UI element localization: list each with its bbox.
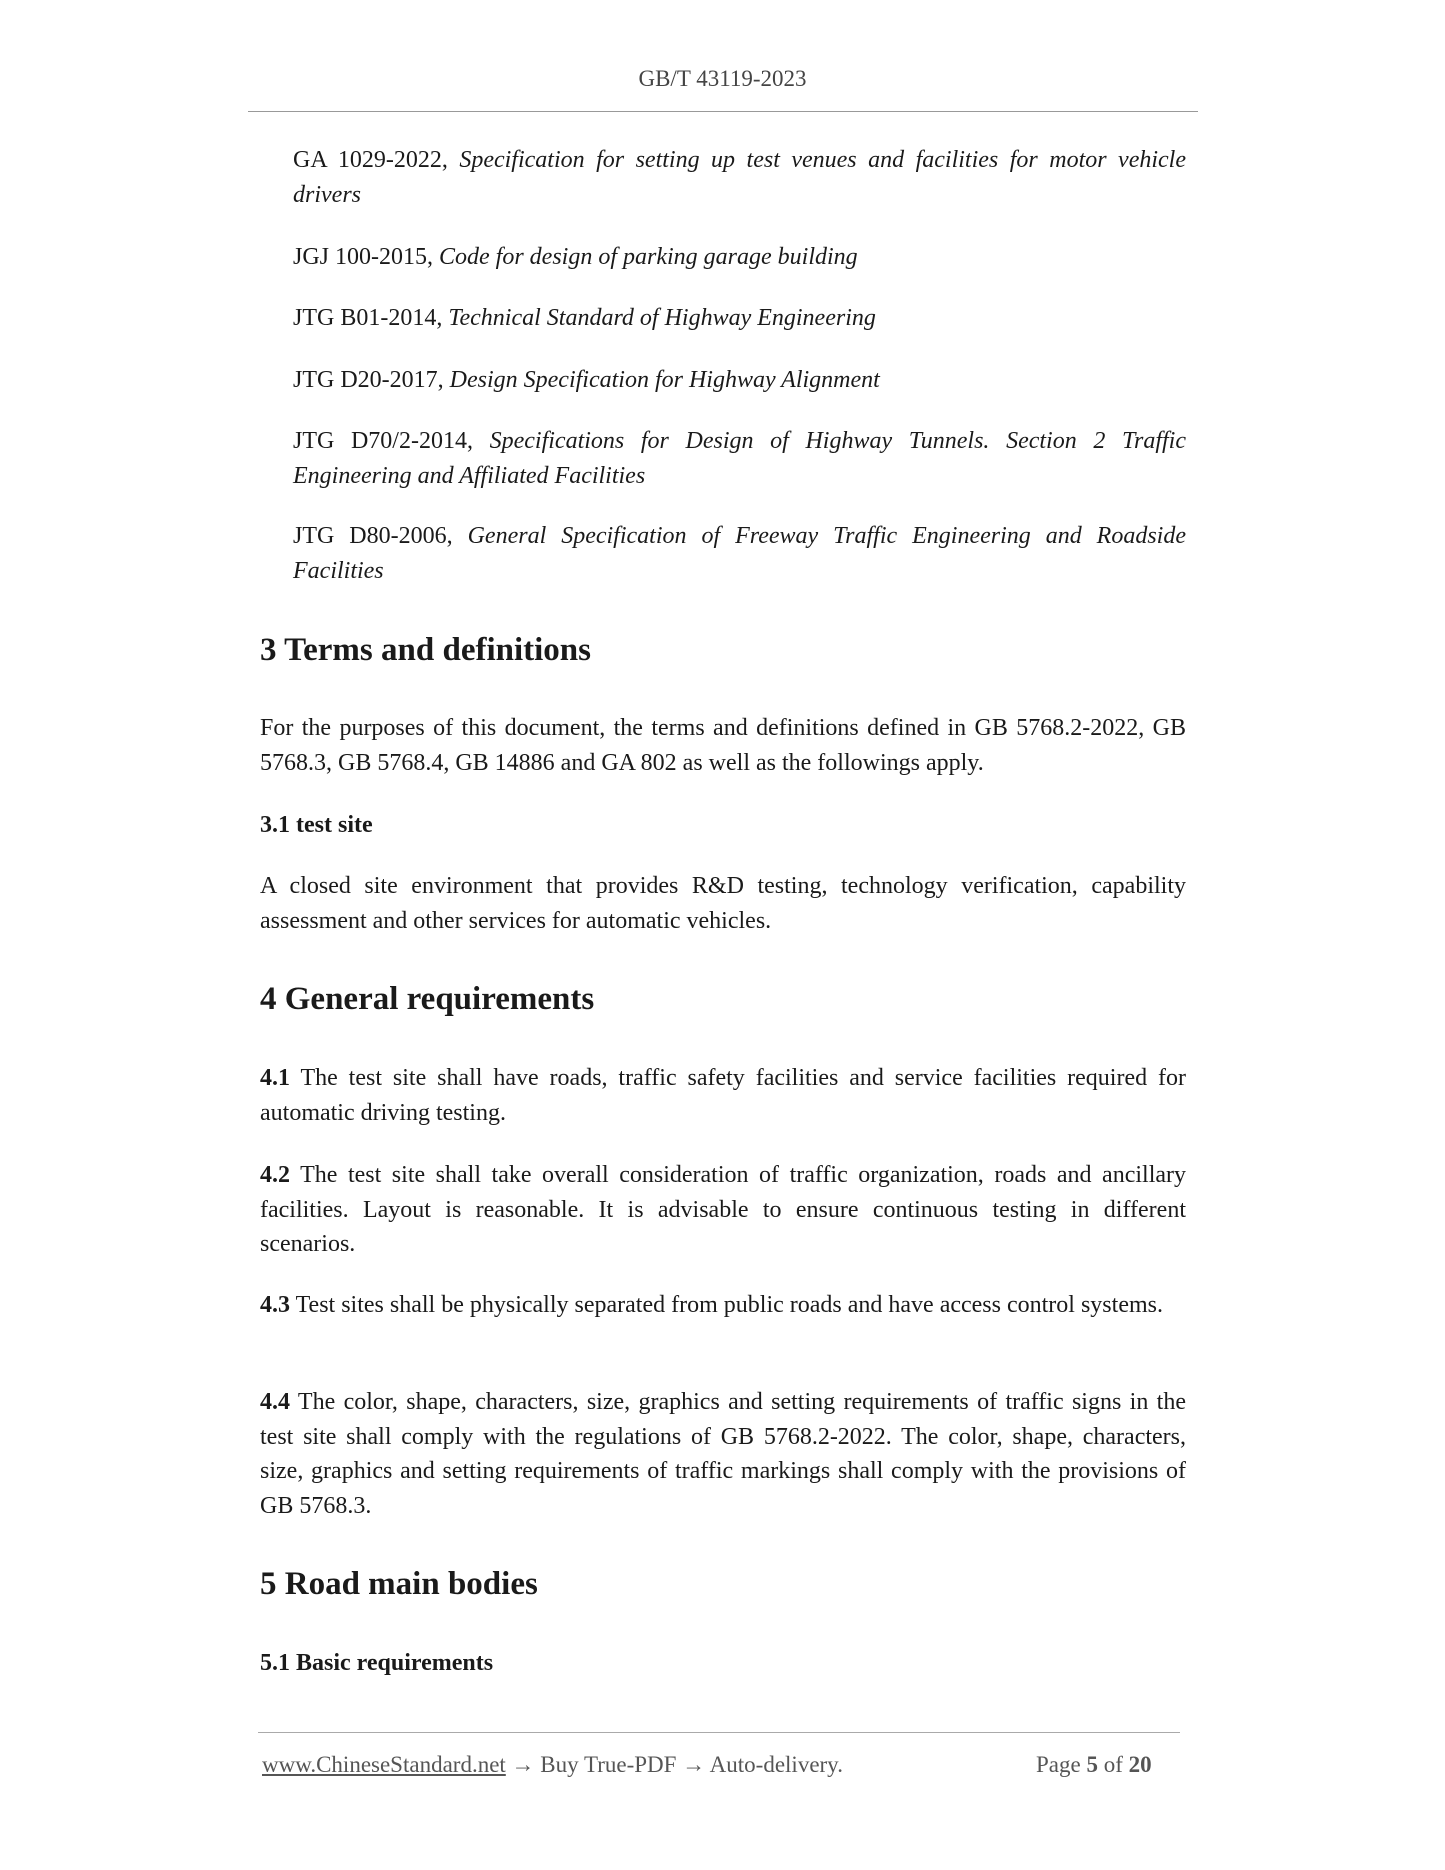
reference-code: JTG D80-2006,	[293, 523, 453, 549]
footer-text: → Buy True-PDF	[505, 1752, 683, 1777]
section-heading: 3 Terms and definitions	[260, 632, 591, 668]
reference-code: JTG D70/2-2014,	[293, 428, 473, 454]
reference-code: GA 1029-2022,	[293, 147, 448, 173]
page-indicator	[1036, 1750, 1152, 1780]
page-label: Page	[1036, 1752, 1087, 1777]
reference-title: Code for design of parking garage building	[439, 244, 858, 270]
reference-code: JGJ 100-2015,	[293, 244, 434, 270]
reference-item	[293, 240, 1186, 275]
clause	[260, 1288, 1186, 1323]
reference-title: General Specification of Freeway Traffic Engineering and Roadside Facilities	[293, 523, 1187, 584]
clause-number: 4.2	[260, 1162, 290, 1188]
of-label: of	[1097, 1752, 1129, 1777]
reference-code: JTG B01-2014,	[293, 305, 443, 331]
clause	[260, 1061, 1186, 1130]
reference-item	[293, 363, 1186, 398]
footer-promo	[262, 1750, 843, 1780]
clause-text: The test site shall have roads, traffic safety facilities and service facilities required for automatic driving testing.	[260, 1065, 1186, 1126]
reference-code: JTG D20-2017,	[293, 367, 444, 393]
page-number: 5	[1086, 1752, 1098, 1777]
clause	[260, 1158, 1186, 1262]
clause-number: 4.4	[260, 1389, 290, 1415]
reference-title: Technical Standard of Highway Engineering	[448, 305, 876, 331]
clause	[260, 1385, 1186, 1523]
reference-item	[293, 301, 1186, 336]
reference-title: Design Specification for Highway Alignment	[449, 367, 880, 393]
website-link[interactable]: www.ChineseStandard.net	[262, 1752, 506, 1777]
footer-text: → Auto-delivery.	[682, 1752, 843, 1777]
clause-number: 4.1	[260, 1065, 290, 1091]
clause-number: 4.3	[260, 1292, 290, 1318]
section-heading: 5 Road main bodies	[260, 1566, 538, 1602]
header-divider	[248, 111, 1198, 112]
subsection-heading: 5.1 Basic requirements	[260, 1650, 494, 1676]
section-intro: For the purposes of this document, the terms and definitions defined in GB 5768.2-2022, GB 5768.3, GB 5768.4, GB 14886 and GA 802 as well as the followings apply.	[260, 715, 1186, 776]
clause-text: Test sites shall be physically separated from public roads and have access control systems.	[290, 1292, 1163, 1318]
term-heading: 3.1 test site	[260, 812, 373, 838]
running-header: GB/T 43119-2023	[638, 66, 807, 91]
section-heading: 4 General requirements	[260, 981, 595, 1017]
clause-text: The test site shall take overall consideration of traffic organization, roads and ancillary facilities. Layout is reasonable. It is advisable to ensure continuous testing in different scenarios.	[260, 1162, 1186, 1257]
term-definition: A closed site environment that provides R&D testing, technology verification, capability assessment and other services for automatic vehicles.	[260, 873, 1186, 934]
reference-title: Specifications for Design of Highway Tunnels. Section 2 Traffic Engineering and Affiliated Facilities	[293, 428, 1187, 489]
reference-title: Specification for setting up test venues and facilities for motor vehicle drivers	[293, 147, 1187, 208]
footer-divider	[258, 1732, 1180, 1733]
page-total: 20	[1128, 1752, 1152, 1777]
reference-item	[293, 143, 1186, 212]
clause-text: The color, shape, characters, size, graphics and setting requirements of traffic signs in the test site shall comply with the regulations of GB 5768.2-2022. The color, shape, characters, size, graphics and setting requirements of traffic markings shall comply with the provisions of GB 5768.3.	[260, 1389, 1186, 1519]
reference-item	[293, 424, 1186, 493]
reference-item	[293, 519, 1186, 588]
